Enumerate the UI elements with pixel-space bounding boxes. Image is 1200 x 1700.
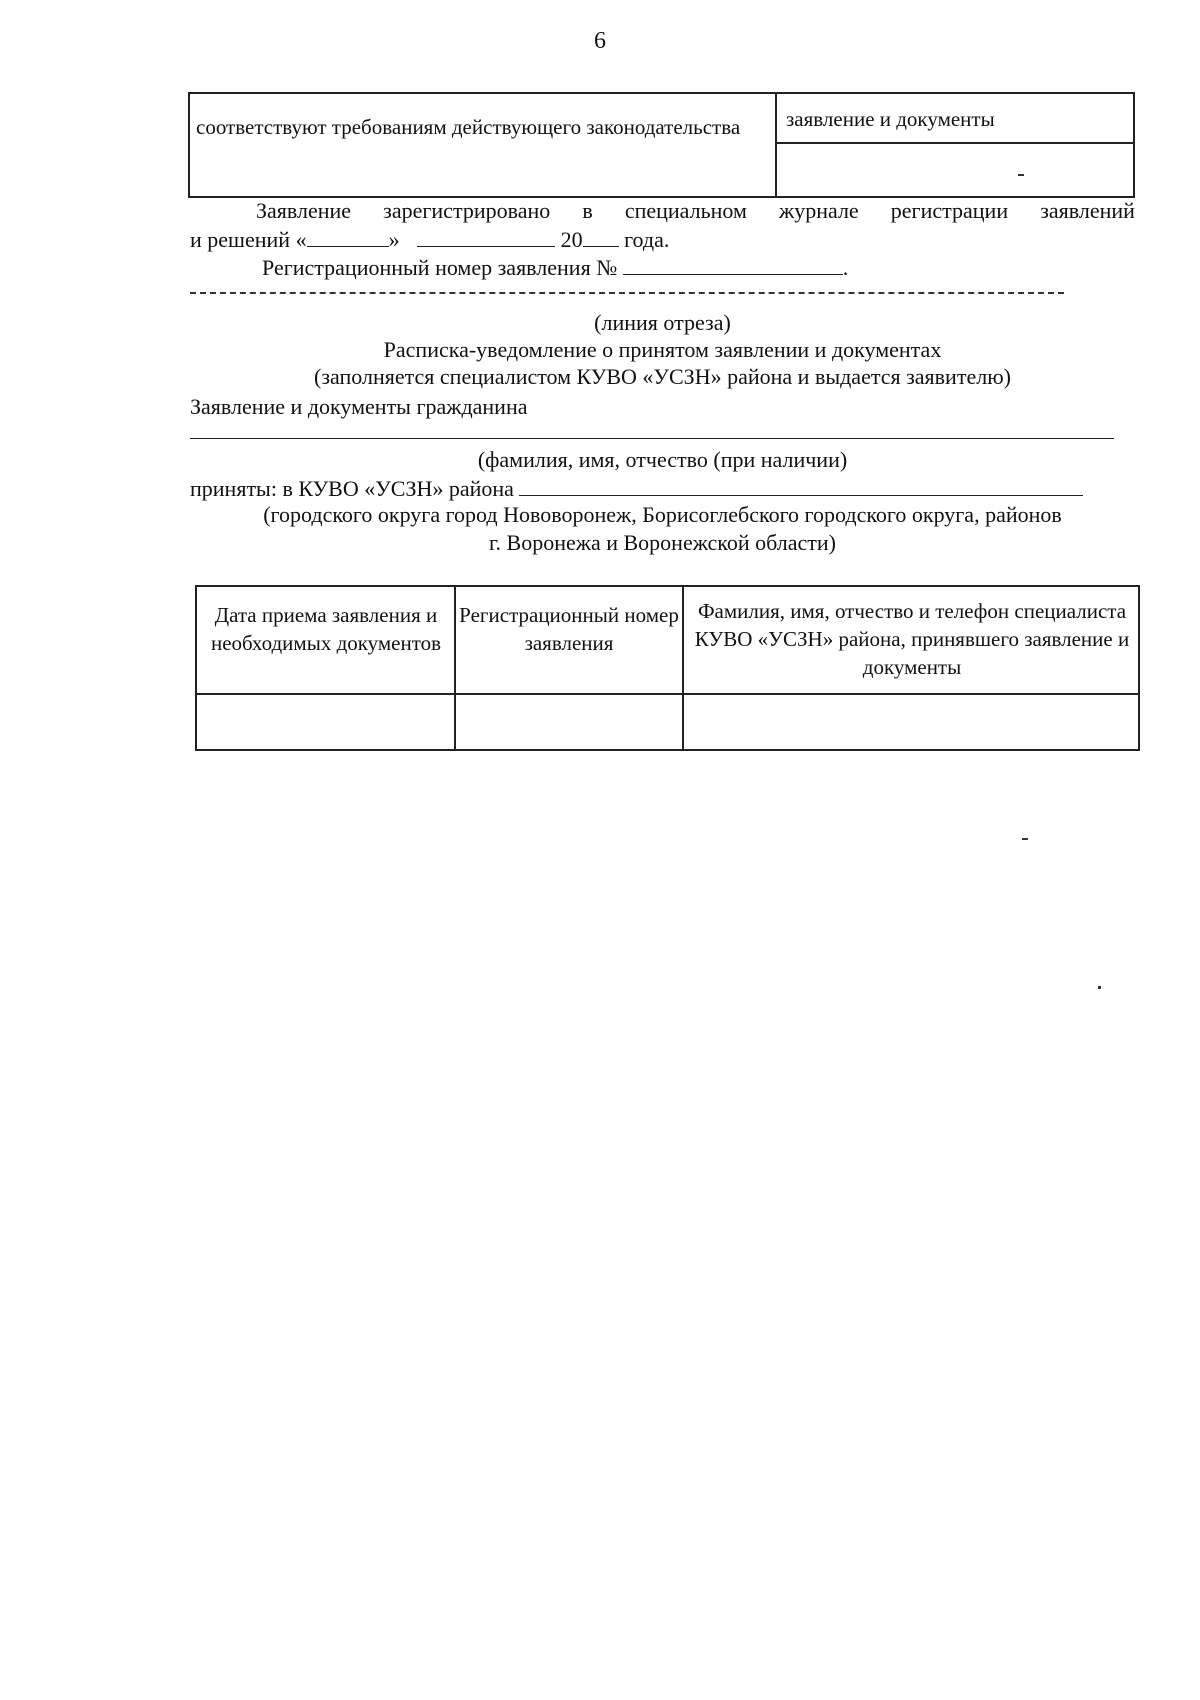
date-prefix: и решений « (190, 227, 307, 252)
month-blank (417, 226, 555, 247)
table-header: Фамилия, имя, отчество и телефон специалиста КУВО «УСЗН» района, принявшего заявление и документы (694, 599, 1130, 679)
scan-mark (1018, 174, 1024, 176)
year-blank (583, 226, 619, 247)
date-suffix: года. (624, 227, 670, 252)
registration-number-blank (623, 254, 843, 275)
accepted-line (190, 475, 1083, 502)
page-number: 6 (594, 28, 606, 54)
cut-label: (линия отреза) (594, 310, 731, 335)
scan-mark (1098, 986, 1101, 989)
district-blank (519, 475, 1083, 496)
registration-word: специальном (624, 198, 747, 223)
scan-mark (1022, 838, 1028, 840)
table-cell-text: заявление и документы (786, 107, 995, 131)
registration-word: заявлений (1040, 198, 1135, 223)
registration-date-line (190, 226, 669, 253)
table-divider (775, 142, 1133, 144)
registration-word: в (582, 198, 593, 223)
fio-caption: (фамилия, имя, отчество (при наличии) (477, 447, 848, 472)
district-caption: г. Воронежа и Воронежской области) (489, 530, 836, 555)
citizen-line: Заявление и документы гражданина (190, 394, 528, 419)
day-blank (307, 226, 389, 247)
cut-line (190, 292, 1064, 294)
fio-blank (190, 438, 1114, 439)
district-caption: (городского округа город Нововоронеж, Борисоглебского городского округа, районов (263, 502, 1062, 527)
registration-word: зарегистрировано (383, 198, 551, 223)
table-header: Дата приема заявления и необходимых документов (210, 603, 442, 655)
accepted-label: приняты: в КУВО «УСЗН» района (190, 476, 514, 501)
receipt-title: Расписка-уведомление о принятом заявлении и документах (383, 337, 942, 362)
top-table (188, 92, 1135, 198)
table-header: Регистрационный номер заявления (459, 603, 679, 655)
registration-number-label: Регистрационный номер заявления № (262, 255, 618, 280)
table-cell-specialist[interactable] (684, 695, 1140, 751)
receipt-subtitle: (заполняется специалистом КУВО «УСЗН» района и выдается заявителю) (314, 364, 1011, 389)
receipt-table (195, 585, 1140, 751)
registration-word: журнале (779, 198, 859, 223)
table-cell-text: соответствуют требованиям действующего законодательства (196, 115, 741, 139)
table-cell-number[interactable] (456, 695, 682, 751)
year-prefix: 20 (560, 227, 583, 252)
registration-word: регистрации (890, 198, 1009, 223)
registration-statement (190, 198, 1135, 224)
date-quote: » (388, 227, 400, 252)
registration-number-suffix: . (842, 255, 849, 280)
registration-word: Заявление (256, 198, 352, 223)
registration-number-line (262, 254, 848, 281)
table-cell-date[interactable] (197, 695, 454, 751)
table-divider (775, 94, 777, 196)
